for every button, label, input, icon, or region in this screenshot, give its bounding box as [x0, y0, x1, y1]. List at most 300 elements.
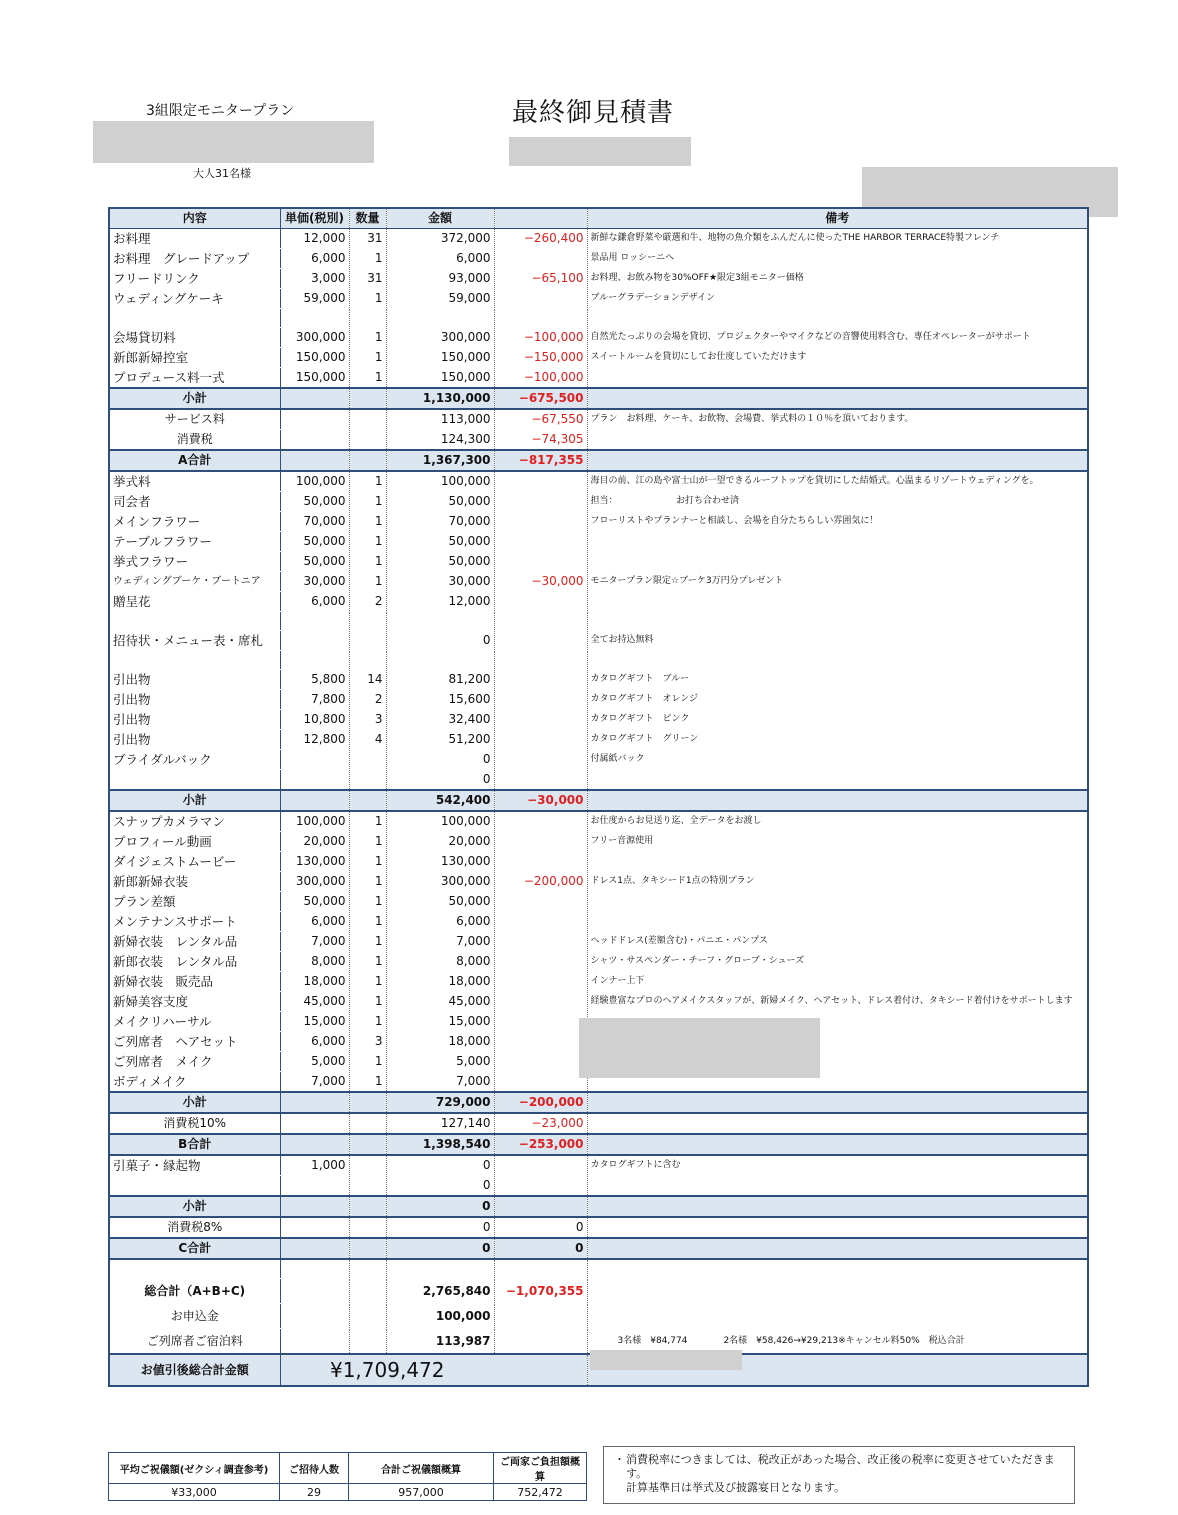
- quantity: [349, 631, 386, 651]
- redacted-block: [579, 1018, 820, 1078]
- discount: [494, 690, 587, 710]
- item-name: [109, 1259, 280, 1279]
- amount: 100,000: [386, 471, 494, 492]
- line-item-row: [109, 409, 1088, 430]
- remarks: [587, 450, 1088, 471]
- item-name: 小計: [109, 1196, 280, 1217]
- remarks: お仕度からお見送り迄、全データをお渡し: [587, 811, 1088, 832]
- remarks: [587, 1134, 1088, 1155]
- item-name: サービス料: [109, 409, 280, 430]
- amount: 50,000: [386, 532, 494, 552]
- quantity: [349, 1259, 386, 1279]
- remarks: [587, 1304, 1088, 1329]
- quantity: [349, 651, 386, 670]
- remarks: [587, 1238, 1088, 1259]
- tax-note: [603, 1446, 1075, 1504]
- line-item-row: [109, 552, 1088, 572]
- discount: [494, 592, 587, 612]
- col-header: 単価(税別): [280, 208, 349, 229]
- discount: −253,000: [494, 1134, 587, 1155]
- quantity: 1: [349, 972, 386, 992]
- unit-price: 7,000: [280, 1072, 349, 1093]
- amount: 0: [386, 1196, 494, 1217]
- amount: 0: [386, 1176, 494, 1197]
- remarks: ヘッドドレス(差額含む)・パニエ・パンプス: [587, 932, 1088, 952]
- unit-price: 8,000: [280, 952, 349, 972]
- remarks: [587, 912, 1088, 932]
- amount: 113,000: [386, 409, 494, 430]
- discount: [494, 1052, 587, 1072]
- remarks: フローリストやプランナーと相談し、会場を自分たちらしい雰囲気に！: [587, 512, 1088, 532]
- unit-price: 130,000: [280, 852, 349, 872]
- amount: 15,000: [386, 1012, 494, 1032]
- amount: 300,000: [386, 872, 494, 892]
- line-item-row: [109, 811, 1088, 832]
- remarks: [587, 388, 1088, 409]
- remarks: [587, 612, 1088, 631]
- amount: 81,200: [386, 670, 494, 690]
- amount: 7,000: [386, 932, 494, 952]
- unit-price: [280, 1238, 349, 1259]
- redacted-block: [509, 137, 691, 166]
- discount: [494, 892, 587, 912]
- unit-price: [280, 612, 349, 631]
- quantity: 1: [349, 328, 386, 348]
- discount: [494, 309, 587, 328]
- amount: 0: [386, 631, 494, 651]
- note-line: 消費税率につきましては、税改正があった場合、改正後の税率に変更させていただきます。: [626, 1453, 1055, 1480]
- discount: [494, 1032, 587, 1052]
- amount: 130,000: [386, 852, 494, 872]
- amount: [386, 309, 494, 328]
- remarks: 海目の前、江の島や富士山が一望できるルーフトップを貸切にした結婚式。心温まるリゾートウェディングを。: [587, 471, 1088, 492]
- amount: 20,000: [386, 832, 494, 852]
- line-item-row: [109, 932, 1088, 952]
- summary-header: 合計ご祝儀額概算: [349, 1453, 494, 1484]
- amount: 127,140: [386, 1113, 494, 1134]
- col-header: 金額: [386, 208, 494, 229]
- quantity: 1: [349, 1012, 386, 1032]
- item-name: ご列席者 メイク: [109, 1052, 280, 1072]
- remarks: [587, 892, 1088, 912]
- remarks: [587, 368, 1088, 389]
- discount: −23,000: [494, 1113, 587, 1134]
- remarks: 新鮮な鎌倉野菜や厳選和牛、地物の魚介類をふんだんに使ったTHE HARBOR TERRACE特製フレンチ: [587, 229, 1088, 249]
- quantity: 1: [349, 249, 386, 269]
- item-name: ご列席者ご宿泊料: [109, 1329, 280, 1355]
- final-amount: ¥1,709,472: [280, 1354, 494, 1386]
- discount: [494, 631, 587, 651]
- unit-price: 15,000: [280, 1012, 349, 1032]
- unit-price: 3,000: [280, 269, 349, 289]
- line-item-row: [109, 892, 1088, 912]
- item-name: ウェディングケーキ: [109, 289, 280, 309]
- discount: [494, 992, 587, 1012]
- quantity: 1: [349, 932, 386, 952]
- table-header: [109, 208, 1088, 229]
- unit-price: [280, 631, 349, 651]
- amount: 124,300: [386, 430, 494, 451]
- subtotal-row: [109, 388, 1088, 409]
- remarks: 景品用 ロッシーニへ: [587, 249, 1088, 269]
- subtotal-row: [109, 790, 1088, 811]
- final-label: お値引後総合計金額: [109, 1354, 280, 1386]
- note-bullet: ・: [614, 1453, 625, 1466]
- discount: [494, 1012, 587, 1032]
- quantity: 1: [349, 512, 386, 532]
- discount: −200,000: [494, 872, 587, 892]
- amount: 45,000: [386, 992, 494, 1012]
- unit-price: [280, 1113, 349, 1134]
- remarks: 担当： お打ち合わせ済: [587, 492, 1088, 512]
- quantity: [349, 612, 386, 631]
- item-name: 挙式料: [109, 471, 280, 492]
- remarks: [587, 651, 1088, 670]
- amount: 100,000: [386, 811, 494, 832]
- item-name: 小計: [109, 1092, 280, 1113]
- quantity: [349, 388, 386, 409]
- item-name: 総合計（A+B+C): [109, 1279, 280, 1304]
- discount: [494, 670, 587, 690]
- remarks: プラン お料理、ケーキ、お飲物、会場費、挙式料の１０％を頂いております。: [587, 409, 1088, 430]
- amount: 150,000: [386, 368, 494, 389]
- document-title: 最終御見積書: [512, 98, 675, 128]
- summary-value: 752,472: [494, 1484, 587, 1501]
- item-name: 招待状・メニュー表・席札: [109, 631, 280, 651]
- amount: 51,200: [386, 730, 494, 750]
- line-item-row: [109, 912, 1088, 932]
- item-name: A合計: [109, 450, 280, 471]
- amount: 7,000: [386, 1072, 494, 1093]
- amount: 50,000: [386, 492, 494, 512]
- quantity: 31: [349, 229, 386, 249]
- amount: 70,000: [386, 512, 494, 532]
- item-name: 引出物: [109, 710, 280, 730]
- amount: 59,000: [386, 289, 494, 309]
- item-name: 新婦美容支度: [109, 992, 280, 1012]
- amount: 1,367,300: [386, 450, 494, 471]
- quantity: [349, 1304, 386, 1329]
- quantity: 14: [349, 670, 386, 690]
- item-name: ブライダルバック: [109, 750, 280, 770]
- amount: 542,400: [386, 790, 494, 811]
- remarks: [587, 852, 1088, 872]
- discount: −74,305: [494, 430, 587, 451]
- line-item-row: [109, 328, 1088, 348]
- unit-price: 18,000: [280, 972, 349, 992]
- unit-price: [280, 1196, 349, 1217]
- quantity: 1: [349, 832, 386, 852]
- item-name: フリードリンク: [109, 269, 280, 289]
- quantity: [349, 1279, 386, 1304]
- discount: [494, 1155, 587, 1176]
- discount: [494, 1259, 587, 1279]
- unit-price: 10,800: [280, 710, 349, 730]
- remarks: インナー上下: [587, 972, 1088, 992]
- amount: 8,000: [386, 952, 494, 972]
- discount: [494, 770, 587, 791]
- quantity: 4: [349, 730, 386, 750]
- summary-header: ご招待人数: [280, 1453, 349, 1484]
- unit-price: 45,000: [280, 992, 349, 1012]
- unit-price: [280, 770, 349, 791]
- total-row: [109, 1279, 1088, 1304]
- line-item-row: [109, 1113, 1088, 1134]
- remarks: スイートルームを貸切にしてお仕度していただけます: [587, 348, 1088, 368]
- item-name: お料理: [109, 229, 280, 249]
- item-name: [109, 612, 280, 631]
- line-item-row: [109, 872, 1088, 892]
- remarks: ドレス1点、タキシード1点の特別プラン: [587, 872, 1088, 892]
- item-name: 新郎新婦衣装: [109, 872, 280, 892]
- amount: 12,000: [386, 592, 494, 612]
- item-name: 挙式フラワー: [109, 552, 280, 572]
- remarks: フリー音源使用: [587, 832, 1088, 852]
- unit-price: 7,800: [280, 690, 349, 710]
- discount: −100,000: [494, 328, 587, 348]
- line-item-row: [109, 1176, 1088, 1197]
- unit-price: [280, 309, 349, 328]
- item-name: スナップカメラマン: [109, 811, 280, 832]
- quantity: 2: [349, 592, 386, 612]
- discount: [494, 1304, 587, 1329]
- discount: −30,000: [494, 572, 587, 592]
- unit-price: [280, 790, 349, 811]
- discount: 0: [494, 1217, 587, 1238]
- line-item-row: [109, 770, 1088, 791]
- quantity: [349, 770, 386, 791]
- amount: 18,000: [386, 1032, 494, 1052]
- discount: −150,000: [494, 348, 587, 368]
- discount: [494, 832, 587, 852]
- col-header: 内容: [109, 208, 280, 229]
- remarks: [587, 1279, 1088, 1304]
- item-name: 引出物: [109, 730, 280, 750]
- remarks: [587, 1196, 1088, 1217]
- item-name: メインフラワー: [109, 512, 280, 532]
- quantity: 3: [349, 1032, 386, 1052]
- line-item-row: [109, 992, 1088, 1012]
- unit-price: 100,000: [280, 471, 349, 492]
- quantity: 1: [349, 368, 386, 389]
- summary-header: 平均ご祝儀額(ゼクシィ調査参考): [109, 1453, 280, 1484]
- blank-row: [109, 309, 1088, 328]
- amount: 372,000: [386, 229, 494, 249]
- quantity: [349, 750, 386, 770]
- line-item-row: [109, 1155, 1088, 1176]
- item-name: メンテナンスサポート: [109, 912, 280, 932]
- amount: 729,000: [386, 1092, 494, 1113]
- discount: [494, 1072, 587, 1093]
- blank-row: [109, 612, 1088, 631]
- item-name: C合計: [109, 1238, 280, 1259]
- unit-price: 6,000: [280, 1032, 349, 1052]
- unit-price: 300,000: [280, 328, 349, 348]
- quantity: [349, 1196, 386, 1217]
- remarks: カタログギフト ピンク: [587, 710, 1088, 730]
- quantity: 3: [349, 710, 386, 730]
- remarks: お料理、お飲み物を30%OFF★限定3組モニター価格: [587, 269, 1088, 289]
- unit-price: 50,000: [280, 532, 349, 552]
- discount: [494, 811, 587, 832]
- item-name: お料理 グレードアップ: [109, 249, 280, 269]
- item-name: 新婦衣装 販売品: [109, 972, 280, 992]
- quantity: 1: [349, 892, 386, 912]
- quantity: 2: [349, 690, 386, 710]
- unit-price: [280, 1259, 349, 1279]
- unit-price: 70,000: [280, 512, 349, 532]
- amount: 2,765,840: [386, 1279, 494, 1304]
- unit-price: 1,000: [280, 1155, 349, 1176]
- unit-price: 6,000: [280, 912, 349, 932]
- quantity: 1: [349, 471, 386, 492]
- remarks: [587, 532, 1088, 552]
- quantity: 1: [349, 952, 386, 972]
- col-header: [494, 208, 587, 229]
- item-name: 会場貸切料: [109, 328, 280, 348]
- quantity: 1: [349, 552, 386, 572]
- line-item-row: [109, 512, 1088, 532]
- quantity: [349, 1092, 386, 1113]
- line-item-row: [109, 249, 1088, 269]
- amount: 0: [386, 1155, 494, 1176]
- remarks: 付属紙バック: [587, 750, 1088, 770]
- amount: 300,000: [386, 328, 494, 348]
- discount: 0: [494, 1238, 587, 1259]
- line-item-row: [109, 348, 1088, 368]
- remarks: [587, 552, 1088, 572]
- discount: −65,100: [494, 269, 587, 289]
- quantity: [349, 1217, 386, 1238]
- remarks: カタログギフトに含む: [587, 1155, 1088, 1176]
- amount: 0: [386, 770, 494, 791]
- remarks: [587, 1217, 1088, 1238]
- quantity: 1: [349, 289, 386, 309]
- unit-price: 59,000: [280, 289, 349, 309]
- line-item-row: [109, 289, 1088, 309]
- unit-price: 150,000: [280, 368, 349, 389]
- item-name: 新婦衣装 レンタル品: [109, 932, 280, 952]
- unit-price: 12,000: [280, 229, 349, 249]
- redacted-block: [590, 1350, 742, 1370]
- guest-count: 大人31名様: [193, 167, 251, 180]
- note-line: 計算基準日は挙式及び披露宴日となります。: [626, 1481, 846, 1494]
- line-item-row: [109, 670, 1088, 690]
- item-name: 消費税8%: [109, 1217, 280, 1238]
- item-name: 司会者: [109, 492, 280, 512]
- discount: [494, 1329, 587, 1355]
- discount: [494, 952, 587, 972]
- quantity: 1: [349, 1052, 386, 1072]
- line-item-row: [109, 269, 1088, 289]
- discount: [494, 492, 587, 512]
- amount: [386, 612, 494, 631]
- remarks: [587, 1113, 1088, 1134]
- amount: 5,000: [386, 1052, 494, 1072]
- unit-price: 5,000: [280, 1052, 349, 1072]
- quantity: [349, 1329, 386, 1355]
- amount: 113,987: [386, 1329, 494, 1355]
- item-name: B合計: [109, 1134, 280, 1155]
- item-name: ご列席者 ヘアセット: [109, 1032, 280, 1052]
- line-item-row: [109, 710, 1088, 730]
- subtotal-row: [109, 1092, 1088, 1113]
- remarks: [587, 1092, 1088, 1113]
- remarks: [587, 770, 1088, 791]
- line-item-row: [109, 750, 1088, 770]
- unit-price: [280, 1176, 349, 1197]
- summary-value: 957,000: [349, 1484, 494, 1501]
- summary-header: ご両家ご負担額概算: [494, 1453, 587, 1484]
- blank-row: [109, 651, 1088, 670]
- item-name: 引出物: [109, 670, 280, 690]
- item-name: ウェディングブーケ・ブートニア: [109, 572, 280, 592]
- line-item-row: [109, 368, 1088, 389]
- quantity: [349, 409, 386, 430]
- discount: −675,500: [494, 388, 587, 409]
- unit-price: 6,000: [280, 592, 349, 612]
- line-item-row: [109, 631, 1088, 651]
- discount: [494, 750, 587, 770]
- unit-price: [280, 750, 349, 770]
- amount: 6,000: [386, 249, 494, 269]
- remarks: [587, 790, 1088, 811]
- line-item-row: [109, 852, 1088, 872]
- quantity: 1: [349, 992, 386, 1012]
- line-item-row: [109, 972, 1088, 992]
- item-name: [109, 1176, 280, 1197]
- discount: [494, 612, 587, 631]
- discount: [494, 1196, 587, 1217]
- item-name: 消費税: [109, 430, 280, 451]
- quantity: 1: [349, 912, 386, 932]
- estimate-table: [108, 207, 1089, 1387]
- remarks: カタログギフト グリーン: [587, 730, 1088, 750]
- unit-price: 50,000: [280, 492, 349, 512]
- discount: [494, 552, 587, 572]
- amount: 93,000: [386, 269, 494, 289]
- unit-price: [280, 409, 349, 430]
- item-name: 新郎新婦控室: [109, 348, 280, 368]
- amount: 1,130,000: [386, 388, 494, 409]
- quantity: 1: [349, 572, 386, 592]
- item-name: ボディメイク: [109, 1072, 280, 1093]
- plan-name: 3組限定モニタープラン: [146, 103, 295, 119]
- subtotal-row: [109, 1238, 1088, 1259]
- unit-price: 50,000: [280, 892, 349, 912]
- line-item-row: [109, 492, 1088, 512]
- line-item-row: [109, 690, 1088, 710]
- item-name: プラン差額: [109, 892, 280, 912]
- quantity: 1: [349, 872, 386, 892]
- quantity: [349, 1155, 386, 1176]
- amount: [386, 1259, 494, 1279]
- subtotal-row: [109, 450, 1088, 471]
- quantity: [349, 1238, 386, 1259]
- quantity: 31: [349, 269, 386, 289]
- item-name: [109, 770, 280, 791]
- amount: 30,000: [386, 572, 494, 592]
- unit-price: 300,000: [280, 872, 349, 892]
- amount: 6,000: [386, 912, 494, 932]
- line-item-row: [109, 471, 1088, 492]
- remarks: 自然光たっぷりの会場を貸切、プロジェクターやマイクなどの音響使用料含む、専任オペレーターがサポート: [587, 328, 1088, 348]
- line-item-row: [109, 952, 1088, 972]
- item-name: お申込金: [109, 1304, 280, 1329]
- amount: 18,000: [386, 972, 494, 992]
- discount: −67,550: [494, 409, 587, 430]
- discount: −1,070,355: [494, 1279, 587, 1304]
